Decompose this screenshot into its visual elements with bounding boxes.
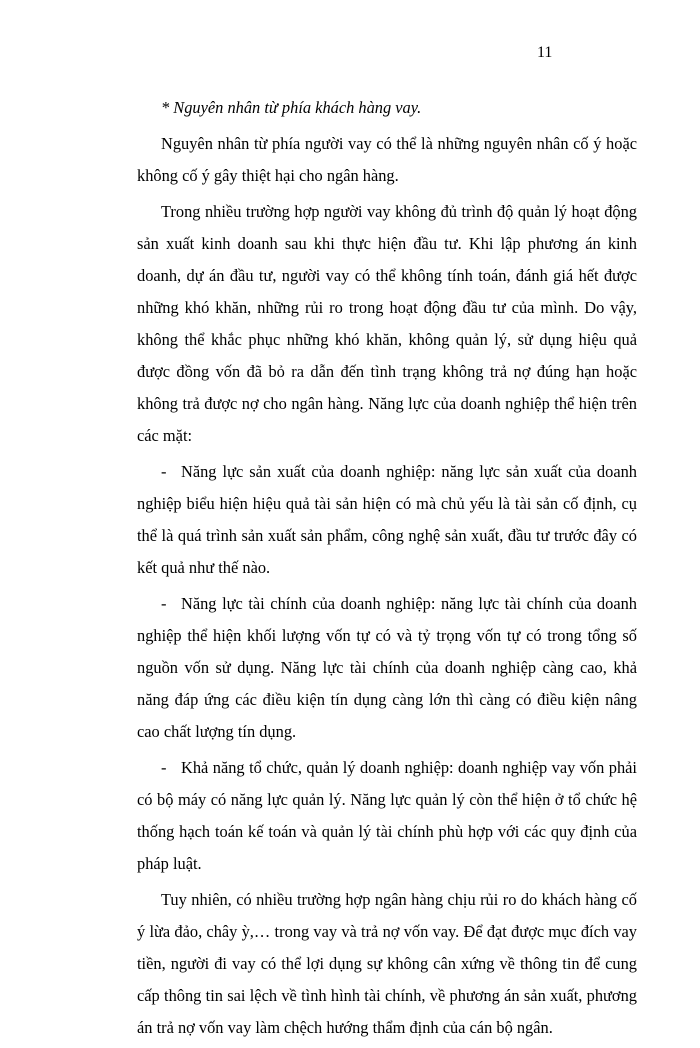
bullet-dash: - (161, 758, 167, 777)
bullet-text: Khả năng tổ chức, quản lý doanh nghiệp: doanh nghiệp vay vốn phải có bộ máy có năng lực quản lý. Năng lực quản lý còn thể hiện ở tổ chức hệ thống hạch toán kế toán và quản lý tài chính phù hợp với các quy định của pháp luật. (137, 758, 637, 873)
bullet-item-finance (137, 588, 637, 748)
paragraph-1: Nguyên nhân từ phía người vay có thể là những nguyên nhân cố ý hoặc không cố ý gây thiệt hại cho ngân hàng. (137, 134, 637, 185)
bullet-text: Năng lực tài chính của doanh nghiệp: năng lực tài chính của doanh nghiệp thể hiện khối lượng vốn tự có và tỷ trọng vốn tự có trong tổng số nguồn vốn sử dụng. Năng lực tài chính của doanh nghiệp càng cao, khả năng đáp ứng các điều kiện tín dụng càng lớn thì càng có điều kiện nâng cao chất lượng tín dụng. (137, 594, 637, 741)
document-body (137, 92, 637, 1048)
section-heading: * Nguyên nhân từ phía khách hàng vay. (161, 98, 422, 117)
paragraph-3: Tuy nhiên, có nhiều trường hợp ngân hàng chịu rủi ro do khách hàng cố ý lừa đảo, chây ỳ,… trong vay và trả nợ vốn vay. Để đạt được mục đích vay tiền, người đi vay có thể lợi dụng sự không cân xứng về thông tin để cung cấp thông tin sai lệch về tình hình tài chính, về phương án sản xuất, phương án trả nợ vốn vay làm chệch hướng thẩm định của cán bộ ngân. (137, 890, 637, 1037)
bullet-dash: - (161, 594, 167, 613)
paragraph-2: Trong nhiều trường hợp người vay không đủ trình độ quản lý hoạt động sản xuất kinh doanh sau khi thực hiện đầu tư. Khi lập phương án kinh doanh, dự án đầu tư, người vay có thể không tính toán, đánh giá hết được những khó khăn, những rủi ro trong hoạt động đầu tư của mình. Do vậy, không thể khắc phục những khó khăn, không quản lý, sử dụng hiệu quả được đồng vốn đã bỏ ra dẫn đến tình trạng không trả nợ đúng hạn hoặc không trả được nợ cho ngân hàng. Năng lực của doanh nghiệp thể hiện trên các mặt: (137, 202, 637, 445)
bullet-text: Năng lực sản xuất của doanh nghiệp: năng lực sản xuất của doanh nghiệp biểu hiện hiệu quả tài sản hiện có mà chủ yếu là tài sản cố định, cụ thể là quá trình sản xuất sản phẩm, công nghệ sản xuất, đầu tư trước đây có kết quả như thế nào. (137, 462, 637, 577)
page-number: 11 (537, 44, 553, 61)
bullet-item-management (137, 752, 637, 880)
bullet-dash: - (161, 462, 167, 481)
bullet-item-production (137, 456, 637, 584)
